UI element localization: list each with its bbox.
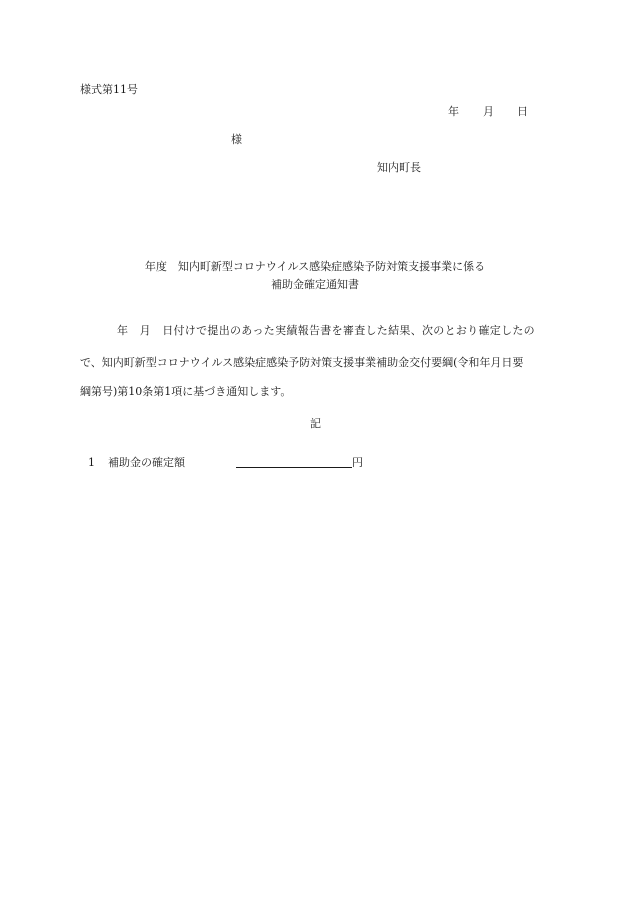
document-title-line1: 年度 知内町新型コロナウイルス感染症感染予防対策支援事業に係る — [144, 260, 486, 273]
body-text-line2: で、知内町新型コロナウイルス感染症感染予防対策支援事業補助金交付要綱(令和年月日要 — [80, 356, 524, 369]
item-label: 補助金の確定額 — [108, 456, 185, 469]
document-title-line2: 補助金確定通知書 — [271, 278, 359, 291]
list-item — [88, 457, 363, 468]
ki-heading: 記 — [310, 417, 321, 430]
issuer-name: 知内町長 — [377, 161, 421, 174]
amount-blank-line — [236, 457, 352, 468]
date-month-label: 月 — [483, 105, 494, 118]
form-number: 様式第11号 — [80, 83, 138, 96]
recipient-honorific: 様 — [231, 133, 242, 146]
item-number: 1 — [88, 456, 95, 469]
body-text-line3: 綱第号)第10条第1項に基づき通知します。 — [80, 385, 292, 398]
amount-unit: 円 — [352, 456, 363, 469]
body-text-line1: 年 月 日付けで提出のあった実績報告書を審査した結果、次のとおり確定したの — [117, 324, 535, 337]
date-day-label: 日 — [517, 105, 528, 118]
date-year-label: 年 — [448, 105, 459, 118]
